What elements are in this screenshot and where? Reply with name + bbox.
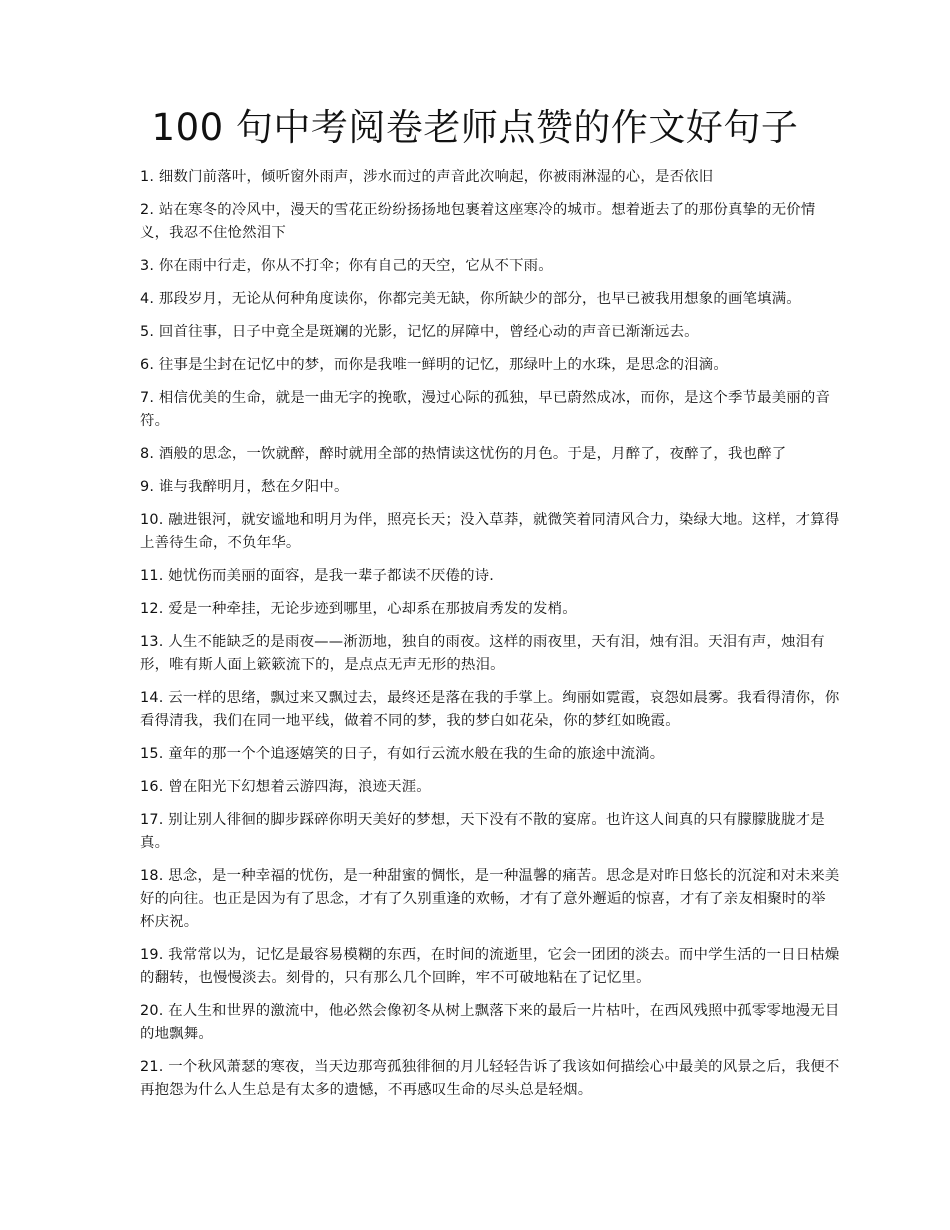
sentence-item-20: 20. 在人生和世界的激流中，他必然会像初冬从树上飘落下来的最后一片枯叶，在西风残照中孤零零地漫无目的地飘舞。	[140, 1003, 840, 1042]
sentence-item-18: 18. 思念，是一种幸福的忧伤，是一种甜蜜的惆怅，是一种温馨的痛苦。思念是对昨日悠长的沉淀和对未来美好的向往。也正是因为有了思念，才有了久别重逢的欢畅，才有了意外邂逅的惊喜，才有了亲友相聚时的举杯庆祝。	[140, 868, 840, 930]
sentence-item-6: 6. 往事是尘封在记忆中的梦，而你是我唯一鲜明的记忆，那绿叶上的水珠，是思念的泪滴。	[140, 357, 728, 373]
sentence-item-16: 16. 曾在阳光下幻想着云游四海，浪迹天涯。	[140, 779, 431, 795]
sentence-list	[140, 166, 840, 1112]
document-title: 100 句中考阅卷老师点赞的作文好句子	[151, 106, 799, 149]
sentence-item-11: 11. 她忧伤而美丽的面容，是我一辈子都读不厌倦的诗.	[140, 568, 495, 584]
sentence-item-10: 10. 融进银河，就安谧地和明月为伴，照亮长天；没入草莽，就微笑着同清风合力，染绿大地。这样，才算得上善待生命，不负年华。	[140, 512, 840, 551]
sentence-item-21: 21. 一个秋风萧瑟的寒夜，当天边那弯孤独徘徊的月儿轻轻告诉了我该如何描绘心中最美的风景之后，我便不再抱怨为什么人生总是有太多的遗憾，不再感叹生命的尽头总是轻烟。	[140, 1059, 840, 1098]
sentence-item-15: 15. 童年的那一个个追逐嬉笑的日子，有如行云流水般在我的生命的旅途中流淌。	[140, 746, 665, 762]
sentence-item-19: 19. 我常常以为，记忆是最容易模糊的东西，在时间的流逝里，它会一团团的淡去。而中学生活的一日日枯燥的翻转，也慢慢淡去。刻骨的，只有那么几个回眸，牢不可破地粘在了记忆里。	[140, 947, 840, 986]
sentence-item-3: 3. 你在雨中行走，你从不打伞；你有自己的天空，它从不下雨。	[140, 258, 553, 274]
sentence-item-4: 4. 那段岁月，无论从何种角度读你，你都完美无缺，你所缺少的部分，也早已被我用想象的画笔填满。	[140, 291, 801, 307]
sentence-item-9: 9. 谁与我醉明月，愁在夕阳中。	[140, 479, 349, 495]
sentence-item-14: 14. 云一样的思绪，飘过来又飘过去，最终还是落在我的手掌上。绚丽如霓霞，哀怨如晨雾。我看得清你，你看得清我，我们在同一地平线，做着不同的梦，我的梦白如花朵，你的梦红如晚霞。	[140, 690, 840, 729]
sentence-item-13: 13. 人生不能缺乏的是雨夜——淅沥地，独自的雨夜。这样的雨夜里，天有泪，烛有泪。天泪有声，烛泪有形，唯有斯人面上簌簌流下的，是点点无声无形的热泪。	[140, 634, 825, 673]
sentence-item-1: 1. 细数门前落叶，倾听窗外雨声，涉水而过的声音此次响起，你被雨淋湿的心，是否依旧	[140, 169, 714, 185]
sentence-item-2: 2. 站在寒冬的冷风中，漫天的雪花正纷纷扬扬地包裹着这座寒冷的城市。想着逝去了的那份真挚的无价情义，我忍不住怆然泪下	[140, 202, 816, 241]
sentence-item-5: 5. 回首往事，日子中竟全是斑斓的光影，记忆的屏障中，曾经心动的声音已渐渐远去。	[140, 324, 699, 340]
sentence-item-7: 7. 相信优美的生命，就是一曲无字的挽歌，漫过心际的孤独，早已蔚然成冰，而你，是这个季节最美丽的音符。	[140, 390, 831, 429]
sentence-item-8: 8. 酒般的思念，一饮就醉，醉时就用全部的热情读这忧伤的月色。于是，月醉了，夜醉了，我也醉了	[140, 446, 787, 462]
sentence-item-12: 12. 爱是一种牵挂，无论步迹到哪里，心却系在那披肩秀发的发梢。	[140, 601, 577, 617]
sentence-item-17: 17. 别让别人徘徊的脚步踩碎你明天美好的梦想，天下没有不散的宴席。也许这人间真的只有朦朦胧胧才是真。	[140, 812, 825, 851]
